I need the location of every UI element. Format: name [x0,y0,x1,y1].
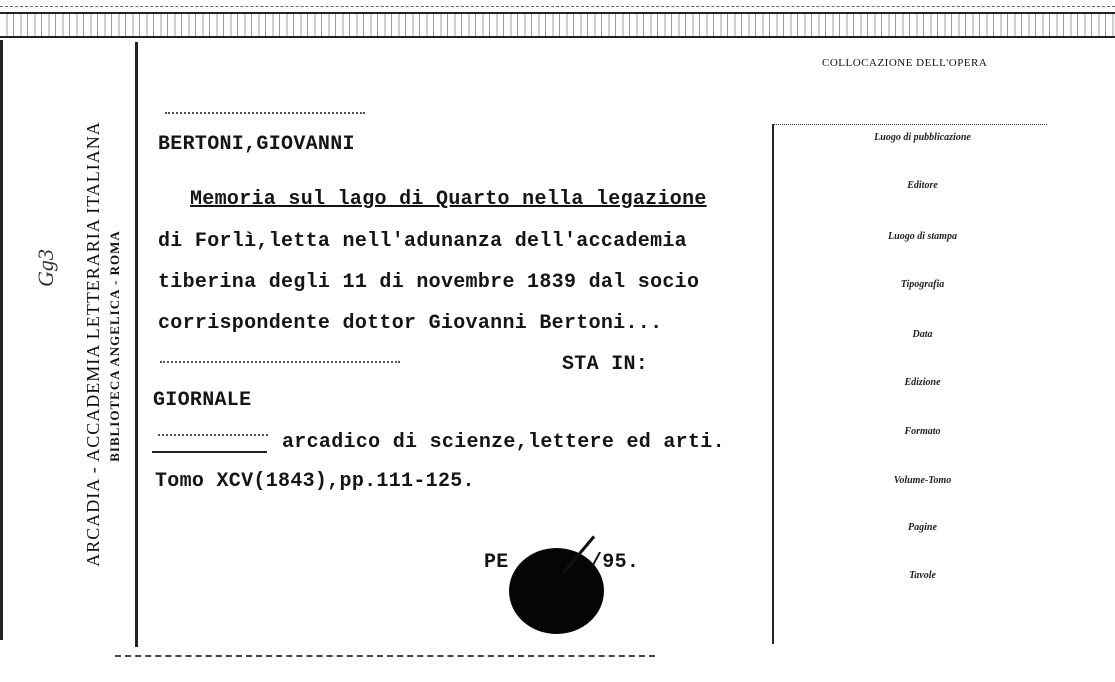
title-line-2: di Forlì,letta nell'adunanza dell'accademia [158,230,687,253]
stamp-prefix: PE [484,551,509,574]
top-header-strip [0,12,1115,38]
title-line-3: tiberina degli 11 di novembre 1839 dal socio [158,271,700,294]
sta-in-label: STA IN: [562,353,649,376]
field-tipografia: Tipografia [900,279,945,290]
shelf-mark: Gg3 [33,249,58,287]
right-panel-top-rule [772,124,1047,125]
field-pagine: Pagine [908,522,937,533]
dotted-guide [165,112,365,114]
field-tavole: Tavole [909,570,936,581]
stamp-suffix: /95. [590,551,640,574]
field-volume-tomo: Volume-Tomo [893,475,952,486]
field-editore: Editore [907,180,938,191]
title-line-1 [190,188,707,211]
left-edge-rule [0,40,3,640]
title-line-4: corrispondente dottor Giovanni Bertoni... [158,312,663,335]
dotted-guide [160,361,400,363]
sidebar-main-label: ARCADIA - ACCADEMIA LETTERARIA ITALIANA [83,121,103,567]
field-luogo-pubblicazione: Luogo di pubblicazione [874,132,971,143]
field-luogo-stampa: Luogo di stampa [888,231,957,242]
title-line-1-text: Memoria sul lago di Quarto nella legazione [190,188,707,211]
collocazione-heading: COLLOCAZIONE DELL'OPERA [822,57,988,69]
field-formato: Formato [904,426,941,437]
journal-heading: GIORNALE [153,389,252,412]
author-name: BERTONI,GIOVANNI [158,133,355,156]
volume-pages: Tomo XCV(1843),pp.111-125. [155,470,475,493]
sidebar-sub-label: BIBLIOTECA ANGELICA - ROMA [107,230,122,462]
right-divider-rule [772,124,774,644]
dotted-guide [158,434,268,436]
bottom-dashed-rule [115,655,655,657]
top-scan-line [0,6,1115,7]
field-edizione: Edizione [904,377,941,388]
journal-title: arcadico di scienze,lettere ed arti. [282,431,725,454]
left-divider-rule [135,42,138,647]
repeat-heading-rule [152,451,267,453]
field-data: Data [912,329,933,340]
